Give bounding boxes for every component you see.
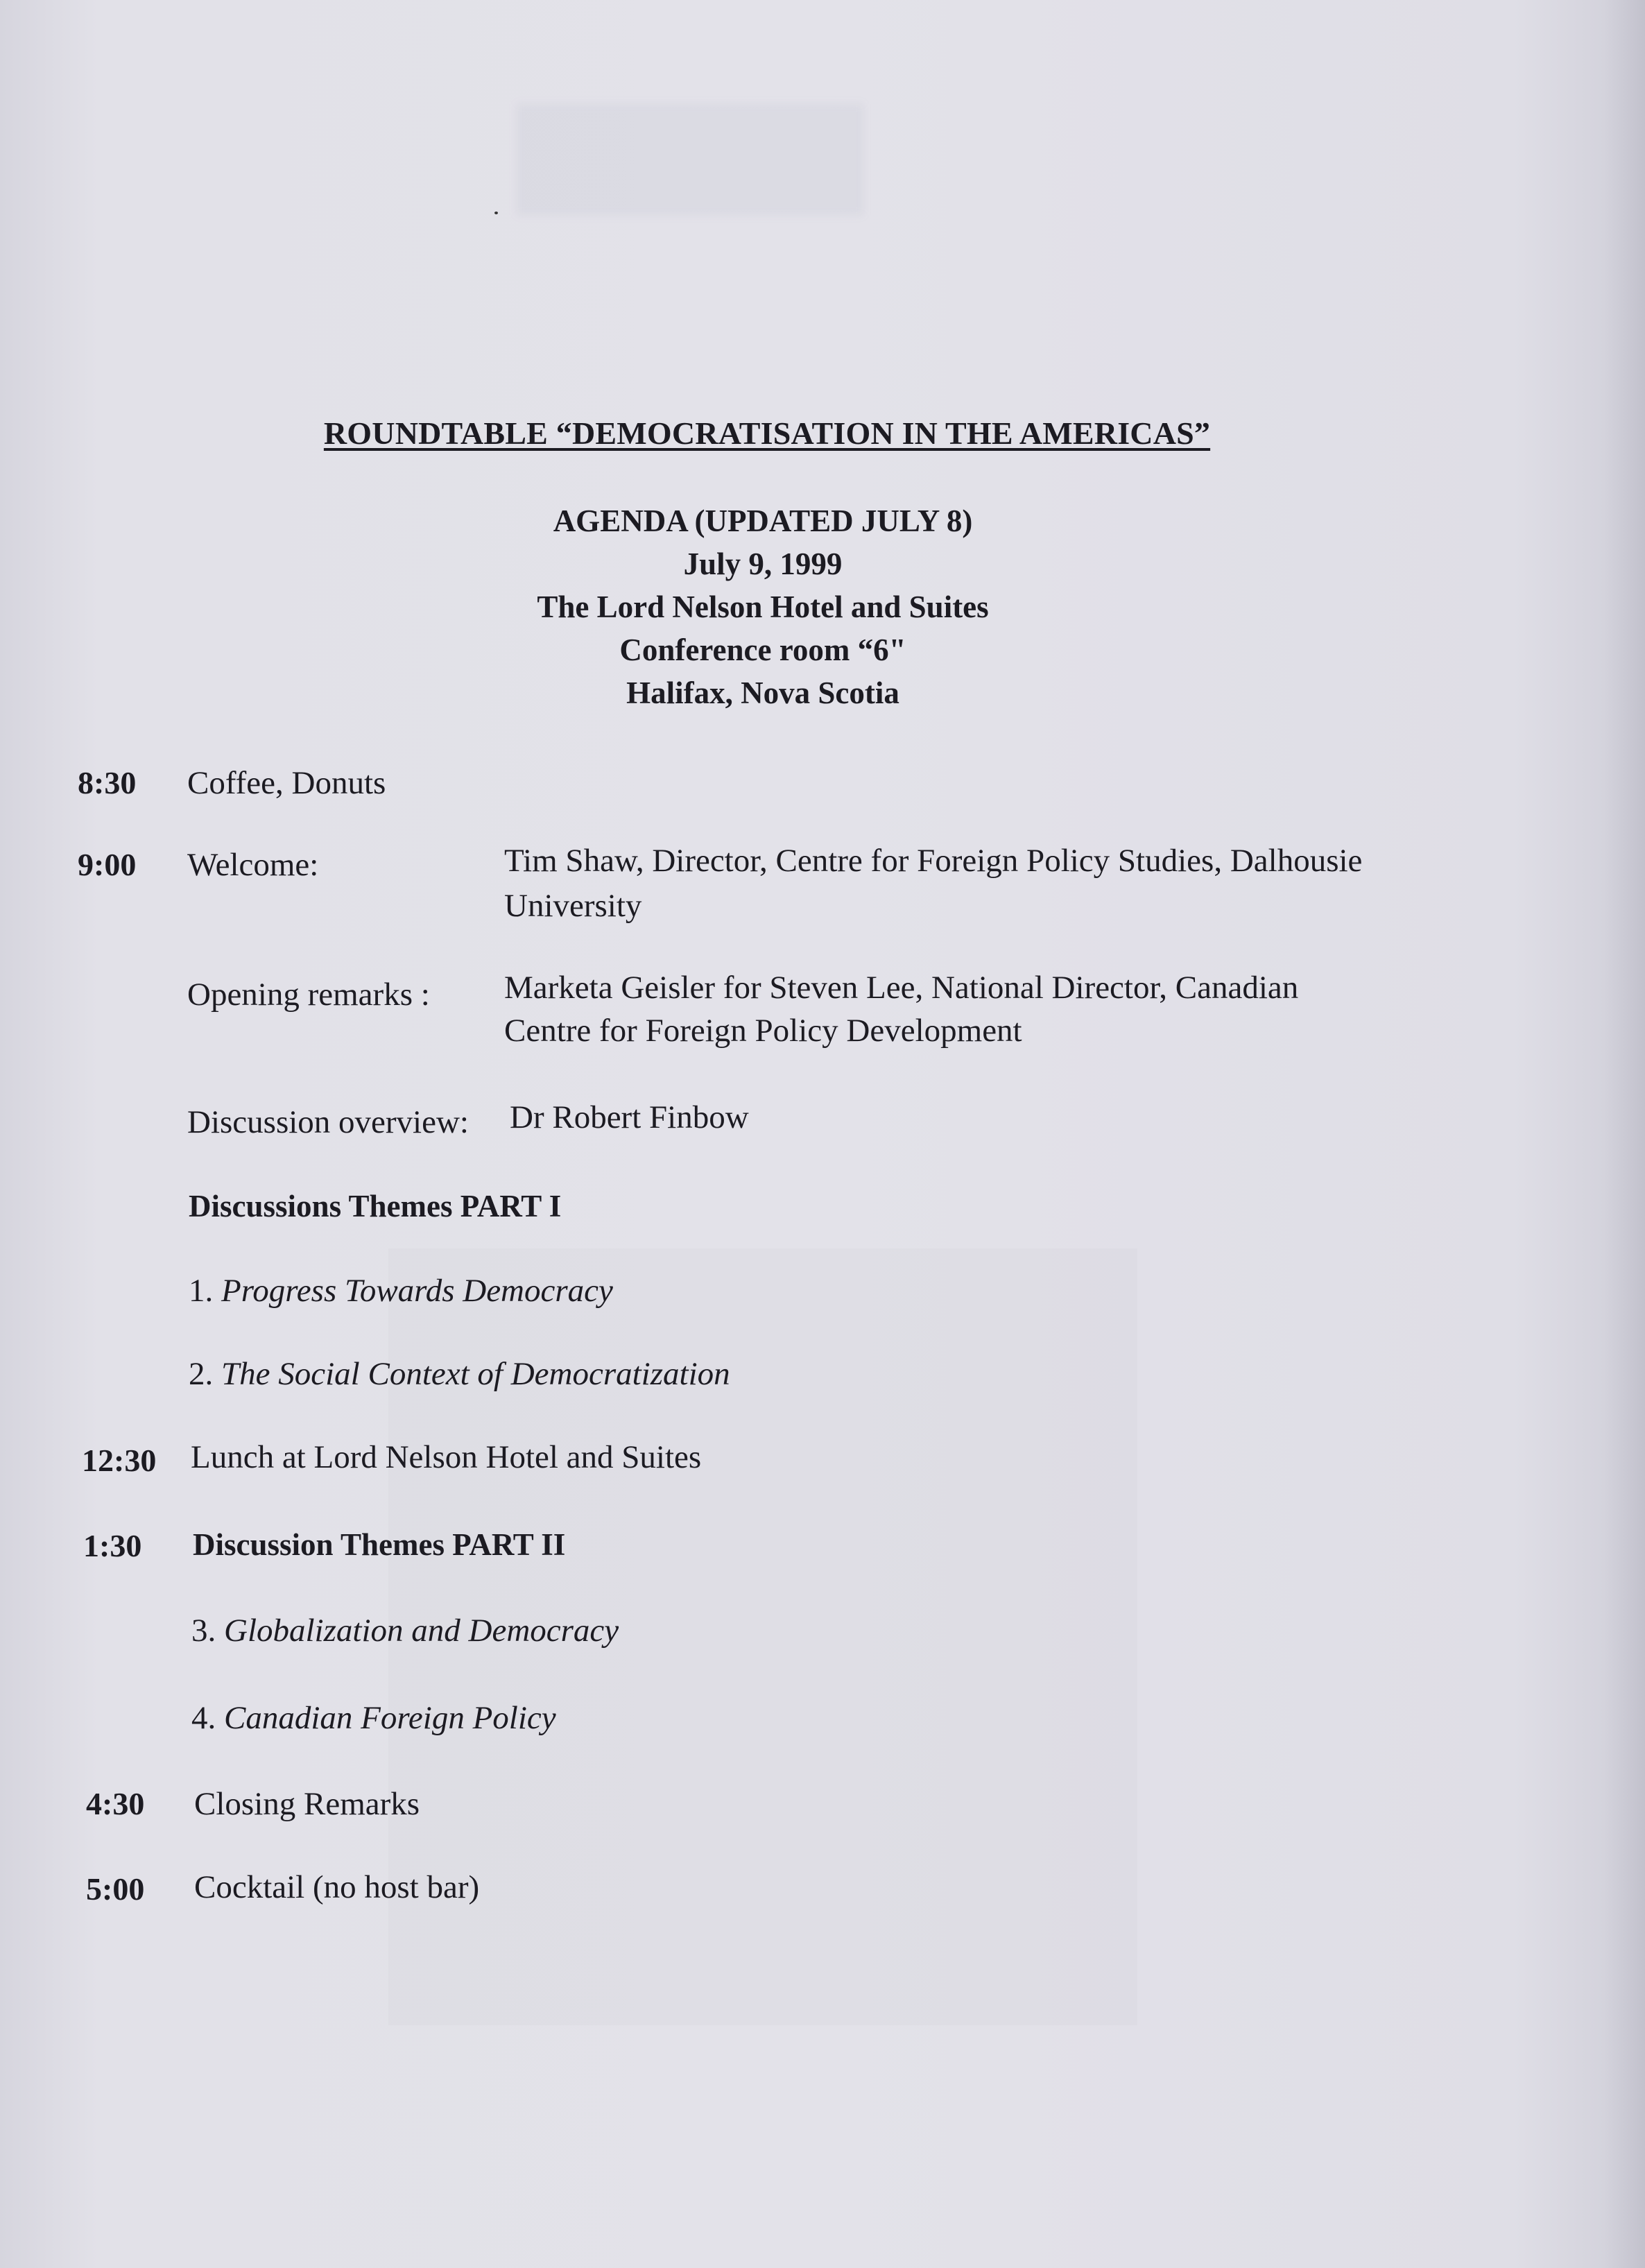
theme-number: 2.	[189, 1356, 221, 1392]
agenda-time: 4:30	[86, 1786, 145, 1821]
theme-number: 1.	[189, 1273, 221, 1309]
document-title: ROUNDTABLE “DEMOCRATISATION IN THE AMERICAS”	[323, 415, 1211, 451]
section-heading-part-1: Discussions Themes PART I	[189, 1189, 562, 1223]
agenda-item-detail: Tim Shaw, Director, Centre for Foreign Policy Studies, Dalhousie	[504, 843, 1363, 879]
header-line-room: Conference room “6"	[619, 633, 906, 667]
agenda-item-detail: Marketa Geisler for Steven Lee, National Director, Canadian	[504, 970, 1299, 1006]
theme-number: 3.	[191, 1613, 224, 1649]
agenda-time: 9:00	[78, 847, 137, 882]
agenda-item-label: Welcome:	[187, 847, 319, 883]
agenda-item-label: Discussion overview:	[187, 1104, 469, 1140]
agenda-item-text: Coffee, Donuts	[187, 765, 386, 801]
theme-title: Progress Towards Democracy	[221, 1273, 613, 1309]
theme-item	[191, 1696, 556, 1739]
agenda-item-detail: University	[504, 888, 642, 924]
agenda-time: 1:30	[83, 1528, 142, 1563]
theme-title: Canadian Foreign Policy	[224, 1700, 556, 1736]
theme-title: The Social Context of Democratization	[221, 1356, 730, 1392]
agenda-time: 5:00	[86, 1871, 145, 1907]
header-line-date: July 9, 1999	[683, 547, 843, 581]
page-edge-shadow	[1603, 0, 1645, 2268]
theme-item	[191, 1609, 619, 1652]
bleed-through-mark	[517, 104, 863, 215]
theme-item	[189, 1352, 730, 1395]
agenda-header	[0, 499, 1526, 714]
agenda-item-text: Lunch at Lord Nelson Hotel and Suites	[191, 1439, 702, 1475]
theme-item	[189, 1269, 613, 1312]
header-line-city: Halifax, Nova Scotia	[626, 676, 899, 710]
agenda-item-text: Cocktail (no host bar)	[194, 1869, 480, 1905]
agenda-item-text: Closing Remarks	[194, 1786, 420, 1822]
agenda-item-detail: Dr Robert Finbow	[510, 1099, 749, 1135]
header-line-agenda: AGENDA (UPDATED JULY 8)	[553, 504, 973, 538]
theme-number: 4.	[191, 1700, 224, 1736]
header-line-venue: The Lord Nelson Hotel and Suites	[537, 590, 989, 624]
agenda-time: 12:30	[82, 1443, 157, 1478]
agenda-item-detail: Centre for Foreign Policy Development	[504, 1013, 1022, 1049]
agenda-item-label: Opening remarks :	[187, 977, 430, 1013]
agenda-time: 8:30	[78, 765, 137, 800]
ink-speck	[494, 212, 498, 214]
section-heading-part-2: Discussion Themes PART II	[193, 1527, 566, 1562]
theme-title: Globalization and Democracy	[224, 1613, 619, 1649]
